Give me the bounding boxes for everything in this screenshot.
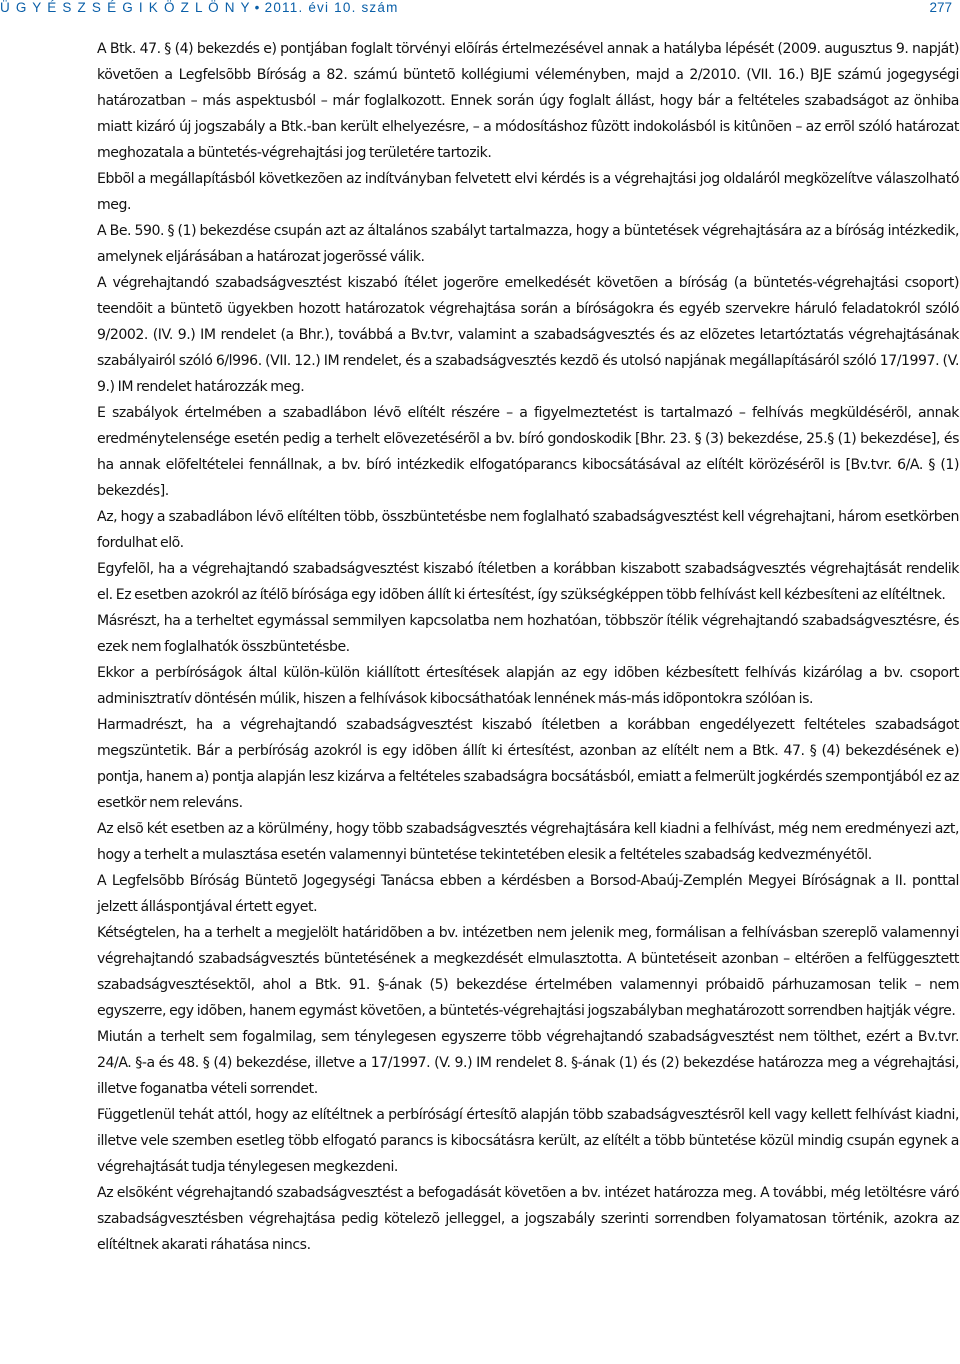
paragraph: Az elsõ két esetben az a körülmény, hogy több szabadságvesztés végrehajtására kell kiadni a felhívást, még nem eredményezi azt, hogy a terhelt a mulasztása esetén valamennyi büntetése tekintetében elesik a feltételes szabadság kedvezményétõl. [97,821,959,863]
paragraph: Ebbõl a megállapításból következõen az indítványban felvetett elvi kérdés is a végrehajtási jog oldaláról megközelítve válaszolható meg. [97,171,959,213]
paragraph: E szabályok értelmében a szabadlábon lévõ elítélt részére – a figyelmeztetést is tartalmazó – felhívás megküldésérõl, annak eredménytelensége esetén pedig a terhelt elõvezetésérõl a bv. bíró gondoskodik [Bhr. 23. § (3) bekezdése, 25.§ (1) bekezdése], és ha annak elõfeltételei fennállnak, a bv. bíró intézkedik elfogatóparancs kibocsátásával az elítélt körözésérõl is [Bv.tvr. 6/A. § (1) bekezdés]. [97,405,959,499]
paragraph: A Btk. 47. § (4) bekezdés e) pontjában foglalt törvényi elõírás értelmezésével annak a hatályba lépését (2009. augusztus 9. napját) követõen a Legfelsõbb Bíróság a 82. számú büntetõ kollégiumi véleményben, majd a 2/2010. (VII. 16.) BJE számú jogegységi határozatban – más aspektusból – már foglalkozott. Ennek során úgy foglalt állást, hogy bár a feltételes szabadságot az önhiba miatt kizáró új jogszabály a Btk.-ban került elhelyezésre, – a módosításhoz fûzött indokolásból is kitûnõen – az errõl szóló határozat meghozatala a büntetés-végrehajtási jog területére tartozik. [97,41,959,161]
paragraph: Másrészt, ha a terheltet egymással semmilyen kapcsolatba nem hozhatóan, többször ítélik végrehajtandó szabadságvesztésre, és ezek nem foglalhatók összbüntetésbe. [97,613,959,655]
paragraph: A végrehajtandó szabadságvesztést kiszabó ítélet jogerõre emelkedését követõen a bíróság (a büntetés-végrehajtási csoport) teendõit a büntetõ ügyekben hozott határozatok végrehajtása során a bíróságokra és egyéb szervekre háruló feladatokról szóló 9/2002. (IV. 9.) IM rendelet (a Bhr.), továbbá a Bv.tvr, valamint a szabadságvesztés és az elõzetes letartóztatás végrehajtásának szabályairól szóló 6/l996. (VII. 12.) IM rendelet, és a szabadságvesztés kezdõ és utolsó napjának megállapításáról szóló 17/1997. (V. 9.) IM rendelet határozzák meg. [97,275,959,395]
issue-label: 2011. évi 10. szám [264,0,399,15]
running-header [0,0,960,22]
article-body [97,36,959,1258]
header-bullet: • [254,0,261,15]
paragraph: Az elsõként végrehajtandó szabadságvesztést a befogadását követõen a bv. intézet határozza meg. A további, még letöltésre váró szabadságvesztésben végrehajtása pedig kötelezõ jelleggel, a jogszabály szerinti sorrendben folyamatosan történik, azokra az elítéltnek akarati ráhatása nincs. [97,1185,959,1253]
journal-title [0,0,399,15]
paragraph: A Legfelsõbb Bíróság Büntetõ Jogegységi Tanácsa ebben a kérdésben a Borsod-Abaúj-Zemplén Megyei Bíróságnak a II. ponttal jelzett álláspontjával értett egyet. [97,873,959,915]
paragraph: Harmadrészt, ha a végrehajtandó szabadságvesztést kiszabó ítéletben a korábban engedélyezett feltételes szabadságot megszüntetik. Bár a perbíróság azokról is egy idõben állít ki értesítést, azonban az elítélt nem a Btk. 47. § (4) bekezdésének e) pontja, hanem a) pontja alapján lesz kizárva a feltételes szabadságra bocsátásból, emiatt a felmerült jogkérdés szempontjából ez az esetkör nem releváns. [97,717,959,811]
paragraph: Az, hogy a szabadlábon lévõ elítélten több, összbüntetésbe nem foglalható szabadságvesztést kell végrehajtani, három esetkörben fordulhat elõ. [97,509,959,551]
paragraph: A Be. 590. § (1) bekezdése csupán azt az általános szabályt tartalmazza, hogy a büntetések végrehajtására az a bíróság intézkedik, amelynek eljárásában a határozat jogerõssé válik. [97,223,959,265]
paragraph: Ekkor a perbíróságok által külön-külön kiállított értesítések alapján az egy idõben kézbesített felhívás kizárólag a bv. csoport adminisztratív döntésén múlik, hiszen a felhívások kibocsáthatóak lennének más-más idõpontokra szólóan is. [97,665,959,707]
journal-name: Ü G Y É S Z S É G I K Ö Z L Ö N Y [0,0,251,15]
paragraph: Függetlenül tehát attól, hogy az elítéltnek a perbíróságí értesítõ alapján több szabadságvesztésrõl kell vagy kellett felhívást kiadni, illetve vele szemben esetleg több elfogató parancs is kibocsátásra került, az elítélt a több büntetése közül mindig csupán egynek a végrehajtását tudja ténylegesen megkezdeni. [97,1107,959,1175]
paragraph: Kétségtelen, ha a terhelt a megjelölt határidõben a bv. intézetben nem jelenik meg, formálisan a felhívásban szereplõ valamennyi végrehajtandó szabadságvesztés büntetésének a megkezdését elmulasztotta. A büntetéseit azonban – eltérõen a felfüggesztett szabadságvesztésektõl, ahol a Btk. 91. §-ának (5) bekezdése értelmében valamennyi próbaidõ párhuzamosan telik – nem egyszerre, egy idõben, hanem egymást követõen, a büntetés-végrehajtási jogszabályban meghatározott sorrendben hajtják végre. [97,925,959,1019]
paragraph: Miután a terhelt sem fogalmilag, sem ténylegesen egyszerre több végrehajtandó szabadságvesztést nem tölthet, ezért a Bv.tvr. 24/A. §-a és 48. § (4) bekezdése, illetve a 17/1997. (V. 9.) IM rendelet 8. §-ának (1) és (2) bekezdése határozza meg a végrehajtási, illetve foganatba vételi sorrendet. [97,1029,959,1097]
paragraph: Egyfelõl, ha a végrehajtandó szabadságvesztést kiszabó ítéletben a korábban kiszabott szabadságvesztés végrehajtását rendelik el. Ez esetben azokról az ítélõ bírósága egy idõben állít ki értesítést, így szükségképpen több felhívást kell kézbesíteni az elítéltnek. [97,561,959,603]
page-number: 277 [929,0,952,15]
